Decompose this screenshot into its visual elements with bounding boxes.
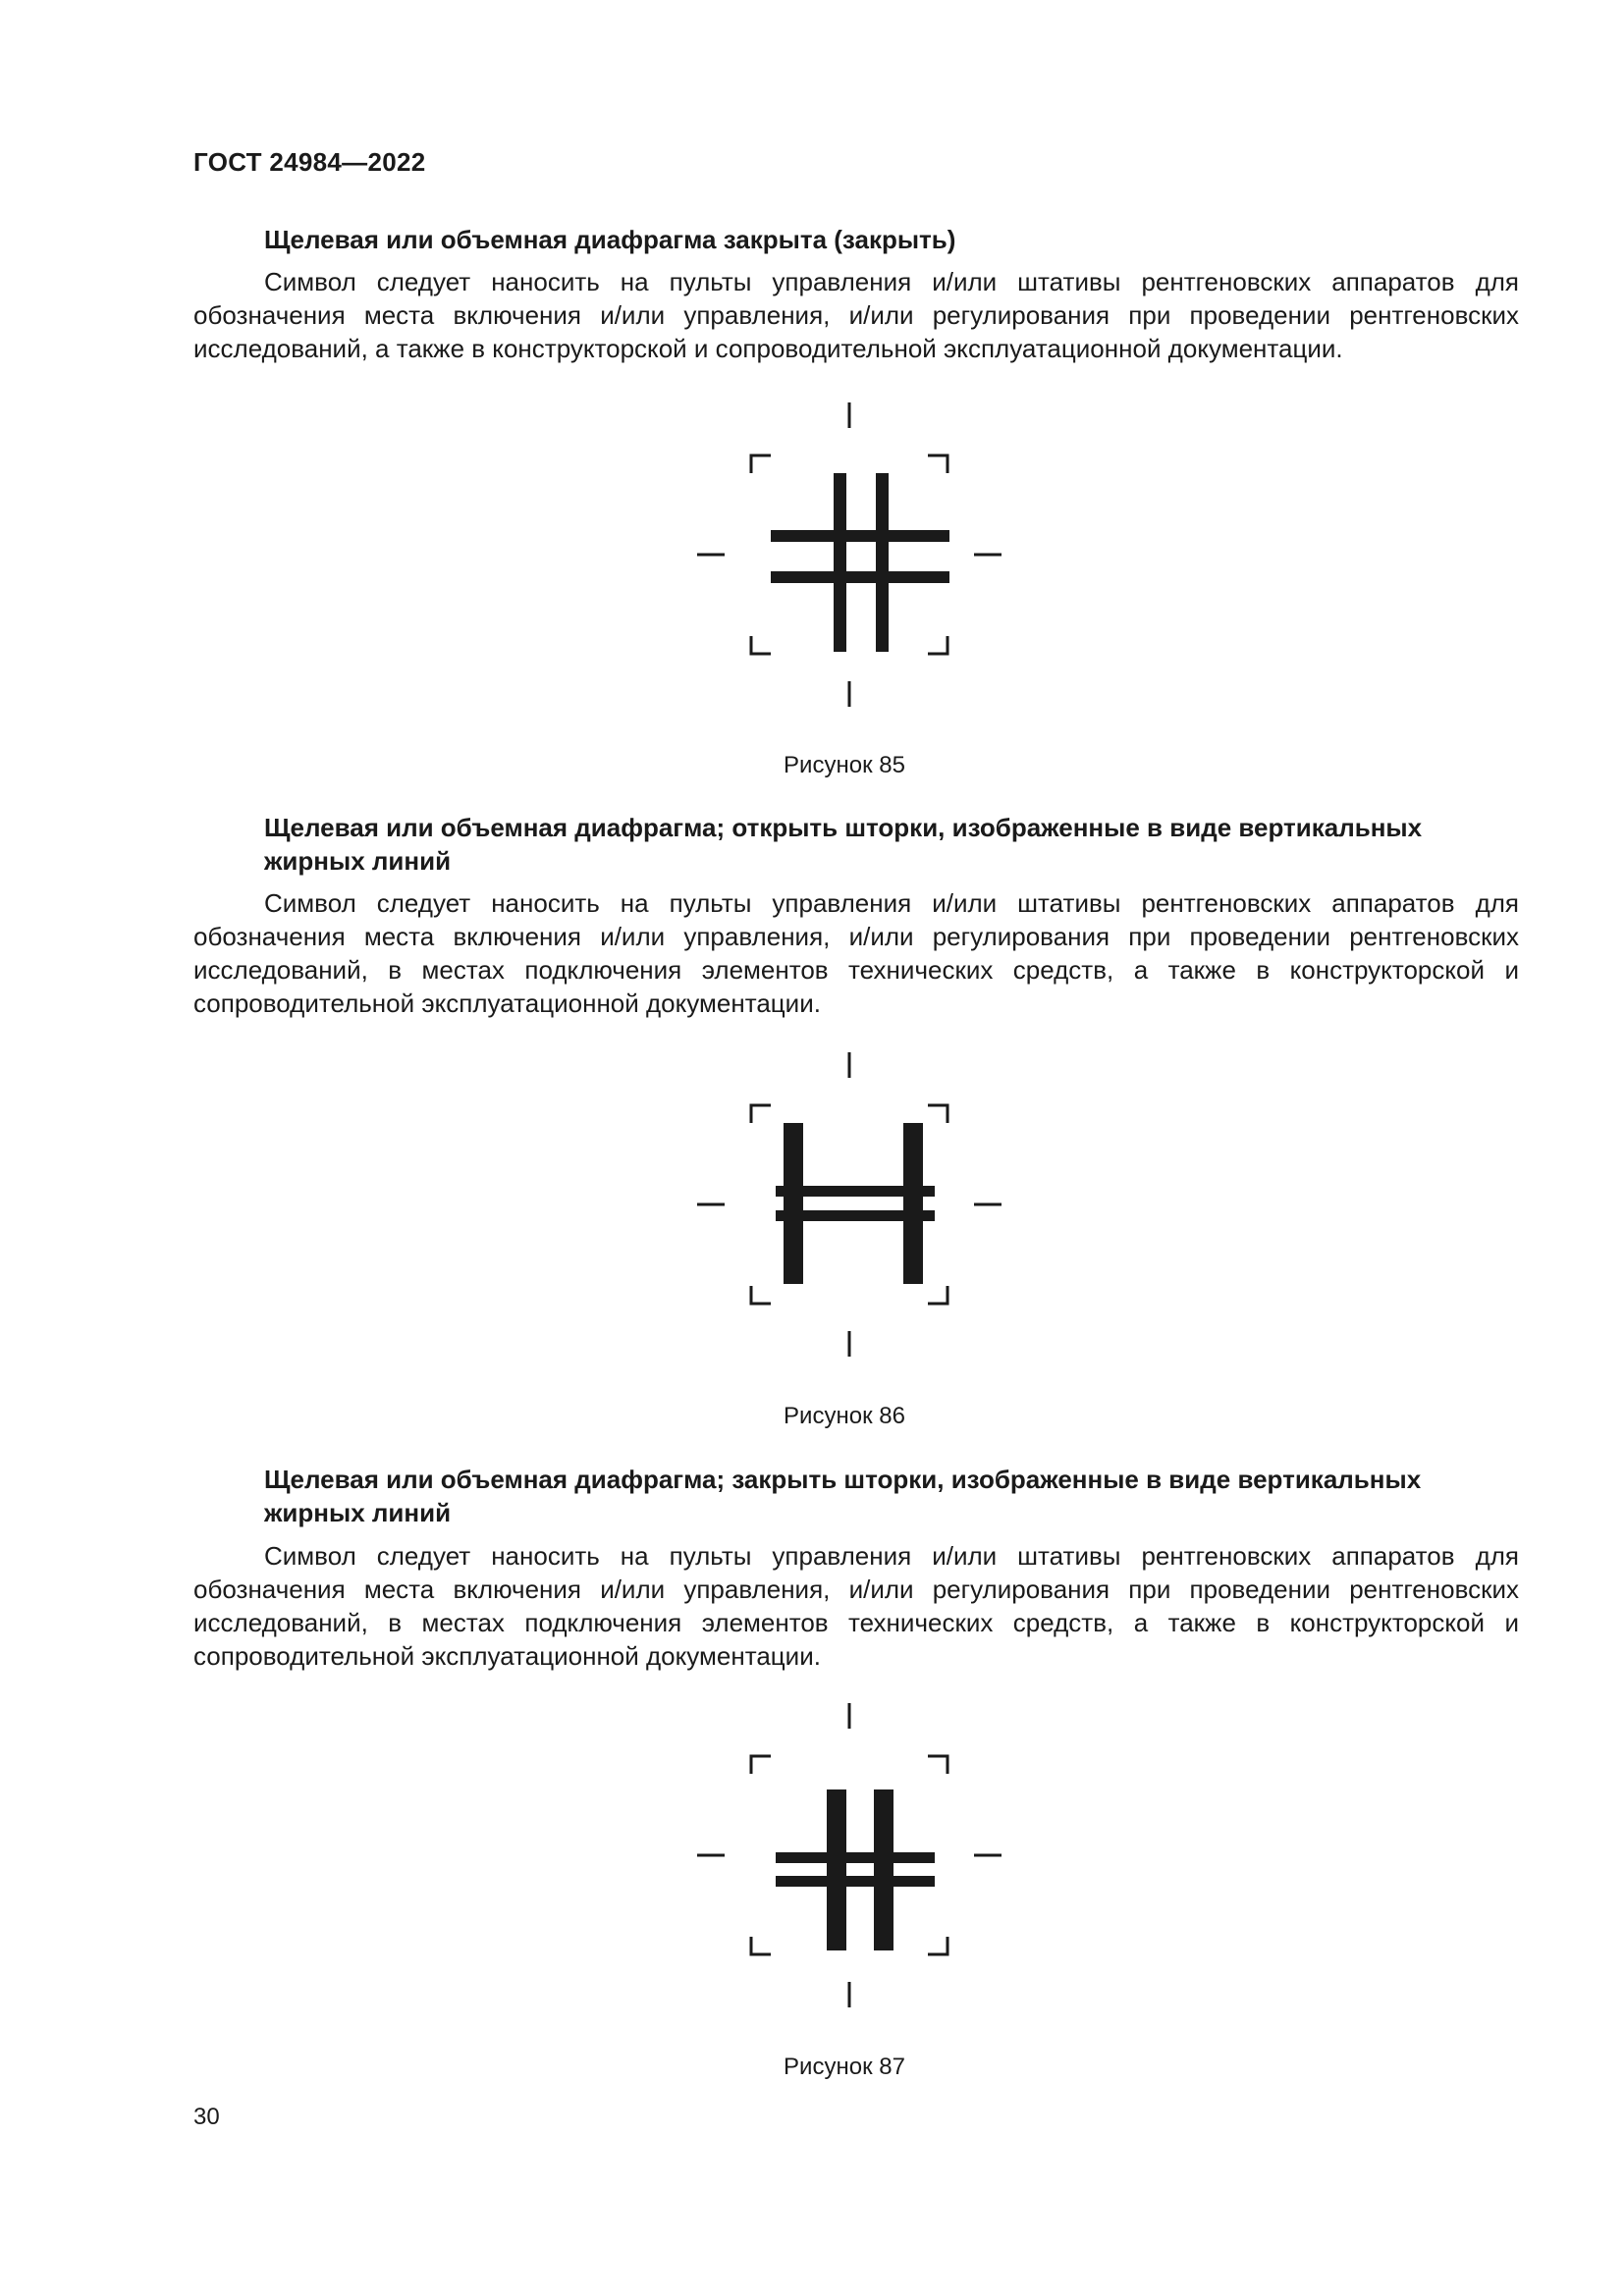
diaphragm-open-shutters-icon [697, 1052, 1001, 1357]
diaphragm-close-shutters-icon [697, 1703, 1001, 2007]
figure-caption-86: Рисунок 86 [784, 1403, 905, 1429]
section-title-86: Щелевая или объемная диафрагма; открыть шторки, изображенные в виде вертикальных жирных линий [264, 813, 1423, 876]
section-body-85: Символ следует наносить на пульты управления и/или штативы рентгеновских аппаратов для обозначения места включения и/или управления, и/или регулирования при проведении рентгеновских исследований, а также в конструкторской и сопроводительной эксплуатационной документации. [193, 267, 1519, 363]
section-title-85: Щелевая или объемная диафрагма закрыта (закрыть) [264, 225, 956, 254]
figure-caption-87: Рисунок 87 [784, 2054, 905, 2080]
section-body-87: Символ следует наносить на пульты управления и/или штативы рентгеновских аппаратов для обозначения места включения и/или управления, и/или регулирования при проведении рентгеновских исследований, в местах подключения элементов технических средств, а также в конструкторской и сопроводительной эксплуатационной документации. [193, 1541, 1519, 1671]
section-title-87: Щелевая или объемная диафрагма; закрыть шторки, изображенные в виде вертикальных жирных линий [264, 1465, 1422, 1527]
section-body-86: Символ следует наносить на пульты управления и/или штативы рентгеновских аппаратов для обозначения места включения и/или управления, и/или регулирования при проведении рентгеновских исследований, в местах подключения элементов технических средств, а также в конструкторской и сопроводительной эксплуатационной документации. [193, 888, 1519, 1018]
figure-86-diaphragm-open-shutters-symbol [697, 1052, 1001, 1357]
diaphragm-closed-icon [697, 402, 1001, 707]
figure-87-diaphragm-close-shutters-symbol [697, 1703, 1001, 2007]
figure-85-diaphragm-closed-symbol [697, 402, 1001, 707]
page-number: 30 [193, 2104, 220, 2130]
figure-caption-85: Рисунок 85 [784, 752, 905, 778]
document-header: ГОСТ 24984—2022 [193, 147, 426, 177]
